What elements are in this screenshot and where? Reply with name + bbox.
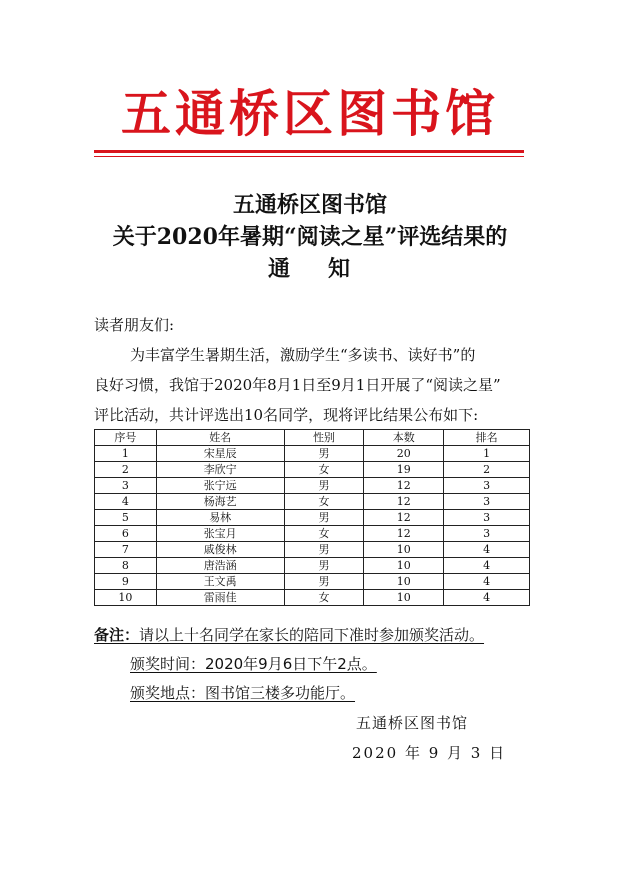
cell-count: 19: [364, 462, 444, 478]
note-remark: [94, 624, 484, 646]
table-row: [95, 446, 530, 462]
cell-gender: 男: [284, 510, 364, 526]
letterhead-rule-thick: [94, 150, 524, 153]
table-row: [95, 462, 530, 478]
cell-rank: 3: [444, 478, 530, 494]
cell-gender: 女: [284, 494, 364, 510]
table-row: [95, 494, 530, 510]
notice-title-line2: 关于2020年暑期“阅读之星”评选结果的: [112, 224, 508, 250]
cell-rank: 3: [444, 510, 530, 526]
cell-count: 12: [364, 478, 444, 494]
cell-count: 10: [364, 590, 444, 606]
notice-title-line1: 五通桥区图书馆: [232, 192, 387, 218]
greeting: 读者朋友们:: [94, 316, 175, 334]
cell-index: 1: [95, 446, 157, 462]
table-row: [95, 542, 530, 558]
cell-gender: 女: [284, 590, 364, 606]
cell-rank: 4: [444, 590, 530, 606]
cell-name: 唐浩涵: [156, 558, 284, 574]
body-line-3: 评比活动，共计评选出10名同学，现将评比结果公布如下:: [94, 406, 479, 424]
body-line-1: 为丰富学生暑期生活，激励学生“多读书、读好书”的: [130, 346, 476, 364]
cell-name: 张宝月: [156, 526, 284, 542]
cell-count: 12: [364, 526, 444, 542]
cell-rank: 1: [444, 446, 530, 462]
signature-date: 2020 年 9 月 3 日: [352, 744, 507, 762]
table-row: [95, 478, 530, 494]
letterhead-rule-thin: [94, 156, 524, 157]
col-header-rank: 排名: [444, 430, 530, 446]
cell-index: 8: [95, 558, 157, 574]
table-row: [95, 574, 530, 590]
table-row: [95, 526, 530, 542]
cell-gender: 男: [284, 542, 364, 558]
results-table: [94, 429, 530, 606]
cell-count: 10: [364, 542, 444, 558]
note-label: 备注：: [94, 626, 140, 644]
cell-index: 2: [95, 462, 157, 478]
notice-title-char-1: 通: [267, 256, 292, 282]
cell-count: 12: [364, 494, 444, 510]
col-header-gender: 性别: [284, 430, 364, 446]
cell-index: 6: [95, 526, 157, 542]
col-header-index: 序号: [95, 430, 157, 446]
notice-title-line3: [0, 254, 620, 284]
cell-index: 7: [95, 542, 157, 558]
note-text: 请以上十名同学在家长的陪同下准时参加颁奖活动。: [139, 626, 485, 644]
signature-org: 五通桥区图书馆: [356, 714, 469, 732]
table-header-row: [95, 430, 530, 446]
cell-index: 3: [95, 478, 157, 494]
cell-gender: 男: [284, 446, 364, 462]
table-row: [95, 558, 530, 574]
cell-count: 12: [364, 510, 444, 526]
cell-name: 张宁远: [156, 478, 284, 494]
cell-index: 10: [95, 590, 157, 606]
cell-rank: 4: [444, 542, 530, 558]
cell-index: 4: [95, 494, 157, 510]
cell-gender: 男: [284, 574, 364, 590]
note-award-place: 颁奖地点：图书馆三楼多功能厅。: [130, 684, 356, 702]
cell-gender: 男: [284, 558, 364, 574]
note-award-time: 颁奖时间：2020年9月6日下午2点。: [130, 655, 377, 673]
cell-index: 5: [95, 510, 157, 526]
notice-title-char-2: 知: [328, 256, 353, 282]
cell-name: 王文禹: [156, 574, 284, 590]
cell-rank: 3: [444, 526, 530, 542]
cell-index: 9: [95, 574, 157, 590]
table-row: [95, 590, 530, 606]
letterhead-title: 五通桥区图书馆: [121, 84, 499, 143]
table-body: [95, 446, 530, 606]
cell-gender: 女: [284, 526, 364, 542]
cell-name: 易林: [156, 510, 284, 526]
cell-rank: 4: [444, 574, 530, 590]
col-header-count: 本数: [364, 430, 444, 446]
cell-name: 戚俊林: [156, 542, 284, 558]
col-header-name: 姓名: [156, 430, 284, 446]
cell-count: 10: [364, 558, 444, 574]
cell-rank: 2: [444, 462, 530, 478]
cell-name: 雷雨佳: [156, 590, 284, 606]
cell-rank: 3: [444, 494, 530, 510]
table-row: [95, 510, 530, 526]
cell-gender: 男: [284, 478, 364, 494]
cell-gender: 女: [284, 462, 364, 478]
cell-name: 李欣宁: [156, 462, 284, 478]
cell-count: 10: [364, 574, 444, 590]
body-line-2: 良好习惯，我馆于2020年8月1日至9月1日开展了“阅读之星”: [94, 376, 501, 394]
cell-name: 杨海艺: [156, 494, 284, 510]
cell-name: 宋星辰: [156, 446, 284, 462]
cell-rank: 4: [444, 558, 530, 574]
cell-count: 20: [364, 446, 444, 462]
